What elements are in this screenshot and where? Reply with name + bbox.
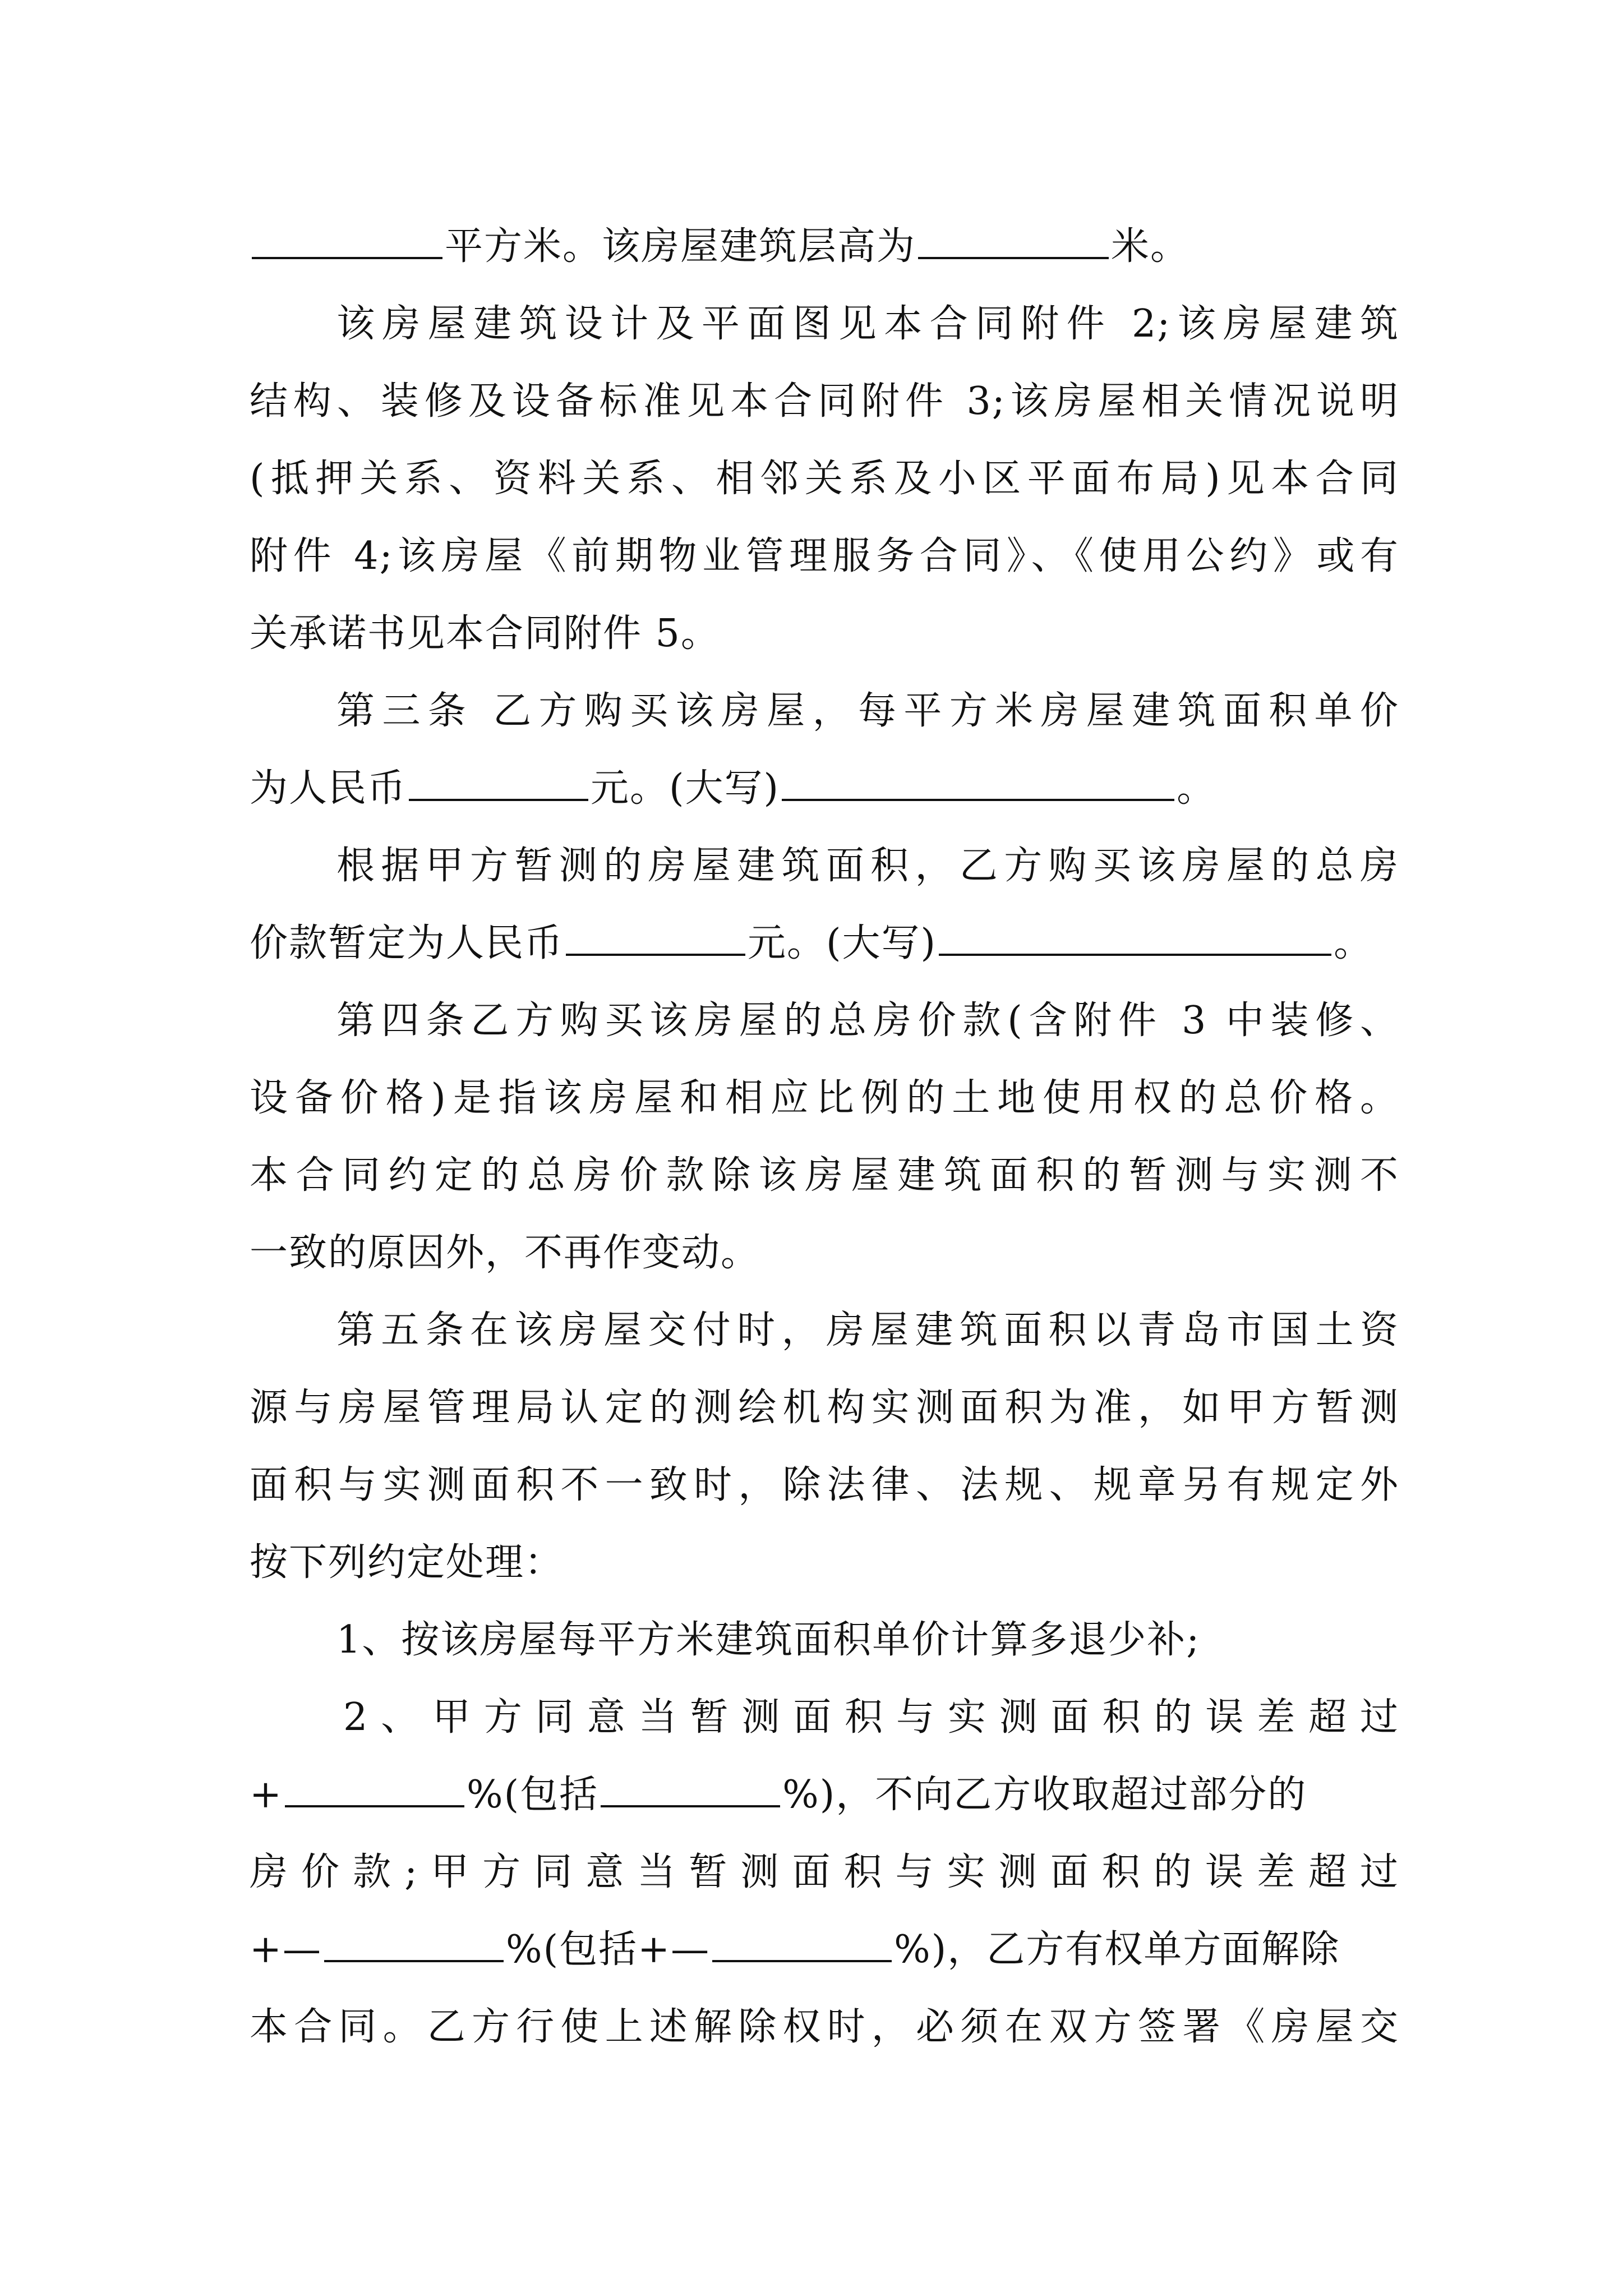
text-line-4: (抵押关系、资料关系、相邻关系及小区平面布局)见本合同 [250, 457, 1399, 501]
text-line-1: 平方米。该房屋建筑层高为 米。 [250, 213, 1399, 280]
blank-total-price-uppercase-field [939, 914, 1331, 956]
text-line-21: + %(包括 %)，不向乙方收取超过部分的 [250, 1761, 1399, 1829]
text-line-14: 一致的原因外，不再作变动。 [250, 1231, 760, 1275]
text-line-10: 价款暂定为人民币 元。(大写) 。 [250, 910, 1399, 977]
text-line-24: 本合同。乙方行使上述解除权时，必须在双方签署《房屋交 [250, 2005, 1399, 2049]
text-line-8: 为人民币 元。(大写) 。 [250, 755, 1399, 822]
text-line-22: 房价款;甲方同意当暂测面积与实测面积的误差超过 [250, 1850, 1399, 1894]
blank-unit-price-field [409, 760, 588, 801]
text-line-5: 附件 4;该房屋《前期物业管理服务合同》、《使用公约》或有 [250, 534, 1399, 578]
blank-area-field [252, 218, 442, 259]
text-line-16: 源与房屋管理局认定的测绘机构实测面积为准，如甲方暂测 [250, 1386, 1399, 1430]
text-line-7: 第三条 乙方购买该房屋，每平方米房屋建筑面积单价 [336, 689, 1399, 733]
text-line-9: 根据甲方暂测的房屋建筑面积，乙方购买该房屋的总房 [336, 844, 1399, 888]
text-line-13: 本合同约定的总房价款除该房屋建筑面积的暂测与实测不 [250, 1153, 1399, 1198]
blank-error-include-percent-field [601, 1766, 780, 1807]
text-line-2: 该房屋建筑设计及平面图见本合同附件 2;该房屋建筑 [336, 302, 1399, 346]
text-line-17: 面积与实测面积不一致时，除法律、法规、规章另有规定外 [250, 1463, 1399, 1507]
text-line-11: 第四条乙方购买该房屋的总房价款(含附件 3 中装修、 [336, 999, 1399, 1043]
blank-total-price-field [566, 914, 745, 956]
blank-error-percent-field [285, 1766, 464, 1807]
blank-height-field [918, 218, 1109, 259]
text-line-15: 第五条在该房屋交付时，房屋建筑面积以青岛市国土资 [336, 1308, 1399, 1352]
text-line-3: 结构、装修及设备标准见本合同附件 3;该房屋相关情况说明 [250, 379, 1399, 424]
text-line-20: 2、甲方同意当暂测面积与实测面积的误差超过 [343, 1695, 1399, 1740]
blank-termination-include-percent-field [712, 1921, 892, 1962]
blank-unit-price-uppercase-field [782, 760, 1174, 801]
text-line-19: 1、按该房屋每平方米建筑面积单价计算多退少补; [336, 1618, 1201, 1662]
blank-termination-percent-field [324, 1921, 504, 1962]
text-line-12: 设备价格)是指该房屋和相应比例的土地使用权的总价格。 [250, 1076, 1399, 1120]
text-line-18: 按下列约定处理： [250, 1540, 564, 1585]
text-line-6: 关承诺书见本合同附件 5。 [250, 611, 720, 656]
text-line-23: +— %(包括+— %)，乙方有权单方面解除 [250, 1916, 1399, 1984]
